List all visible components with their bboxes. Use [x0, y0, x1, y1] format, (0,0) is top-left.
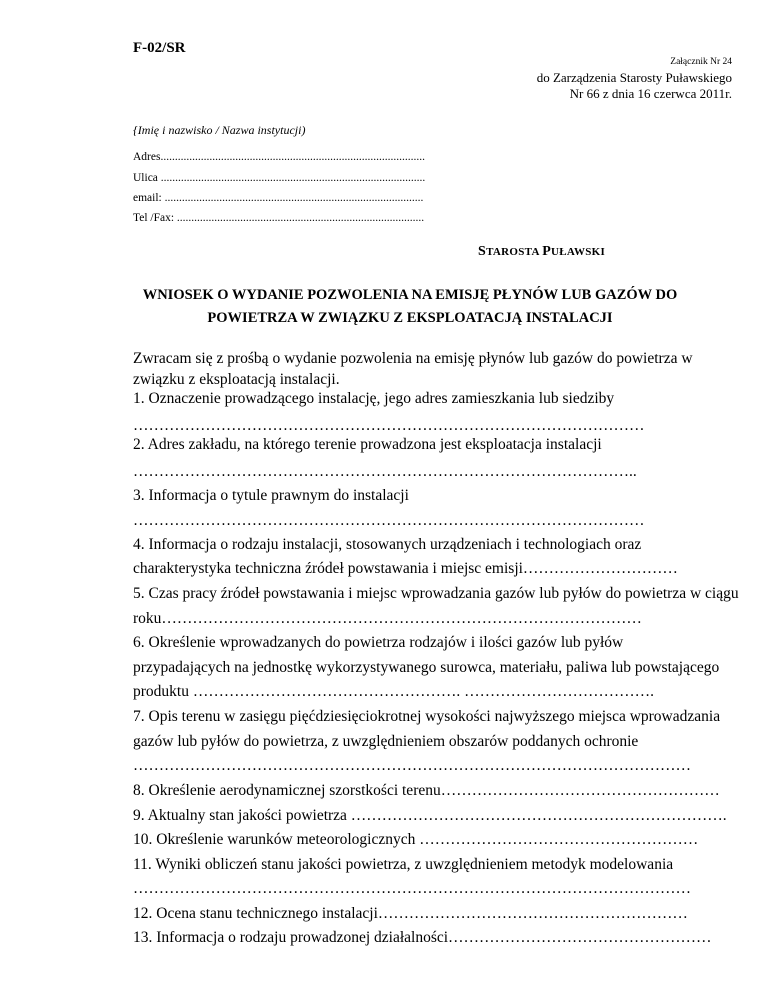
attachment-number: Załącznik Nr 24 [670, 57, 732, 67]
authority-heading: STAROSTA PUŁAWSKI [478, 244, 606, 259]
intro-line-2: związku z eksploatacją instalacji. [133, 371, 340, 388]
item-1-label: 1. Oznaczenie prowadzącego instalację, jego adres zamieszkania lub siedziby [133, 390, 615, 407]
regulation-line-1: do Zarządzenia Starosty Puławskiego [536, 70, 732, 85]
item-8-label: 8. Określenie aerodynamicznej szorstkości terenu……………………………………………… [133, 782, 720, 799]
item-1-blank[interactable]: ……………………………………………………………………………………… [133, 417, 645, 434]
item-2-blank[interactable]: …………………………………………………………………………………….. [133, 463, 637, 480]
item-5-label: 5. Czas pracy źródeł powstawania i miejsc wprowadzania gazów lub pyłów do powietrza w ciągu [133, 585, 739, 602]
item-5-label-cont: roku………………………………………………………………………………… [133, 610, 642, 627]
item-3-blank[interactable]: ……………………………………………………………………………………… [133, 512, 645, 529]
item-3-label: 3. Informacja o tytule prawnym do instalacji [133, 487, 409, 504]
form-code: F-02/SR [133, 40, 186, 56]
document-title-line-2: POWIETRZA W ZWIĄZKU Z EKSPLOATACJĄ INSTALACJI [207, 310, 613, 326]
item-11-label: 11. Wyniki obliczeń stanu jakości powietrza, z uwzględnieniem metodyk modelowania [133, 856, 674, 873]
item-4-label: 4. Informacja o rodzaju instalacji, stosowanych urządzeniach i technologiach oraz [133, 536, 642, 553]
street-field[interactable]: Ulica ............................................................................................ [133, 172, 426, 184]
item-9-label: 9. Aktualny stan jakości powietrza ………………………………………………………………. [133, 807, 727, 824]
regulation-line-2: Nr 66 z dnia 16 czerwca 2011r. [569, 86, 732, 101]
document-title-line-1: WNIOSEK O WYDANIE POZWOLENIA NA EMISJĘ PŁYNÓW LUB GAZÓW DO [142, 287, 678, 303]
email-field[interactable]: email: .......................................................................................... [133, 192, 424, 204]
item-10-label: 10. Określenie warunków meteorologicznych ……………………………………………… [133, 831, 699, 848]
item-12-label: 12. Ocena stanu technicznego instalacji…………………………………………………… [133, 905, 688, 922]
item-7-label: 7. Opis terenu w zasięgu pięćdziesięciokrotnej wysokości najwyższego miejsca wprowadzania [133, 708, 721, 725]
item-4-label-cont: charakterystyka techniczna źródeł powstawania i miejsc emisji………………………… [133, 560, 678, 577]
item-6-label: 6. Określenie wprowadzanych do powietrza rodzajów i ilości gazów lub pyłów [133, 634, 624, 651]
item-7-label-cont: gazów lub pyłów do powietrza, z uwzględnieniem obszarów poddanych ochronie [133, 733, 639, 750]
address-field[interactable]: Adres............................................................................................ [133, 151, 425, 163]
applicant-label: {Imię i nazwisko / Nazwa instytucji) [133, 123, 306, 137]
item-6-label-cont: przypadających na jednostkę wykorzystywanego surowca, materiału, paliwa lub powstającego [133, 659, 720, 676]
phone-fax-field[interactable]: Tel /Fax: ...................................................................................... [133, 212, 425, 224]
item-6-blank[interactable]: produktu ……………………………………………. ………………………………. [133, 683, 654, 700]
item-13-label: 13. Informacja o rodzaju prowadzonej działalności…………………………………………… [133, 929, 712, 946]
item-2-label: 2. Adres zakładu, na którego terenie prowadzona jest eksploatacja instalacji [133, 436, 602, 453]
item-11-blank[interactable]: ……………………………………………………………………………………………… [133, 880, 691, 897]
item-7-blank[interactable]: ……………………………………………………………………………………………… [133, 757, 691, 774]
intro-line-1: Zwracam się z prośbą o wydanie pozwolenia na emisję płynów lub gazów do powietrza w [133, 350, 693, 367]
